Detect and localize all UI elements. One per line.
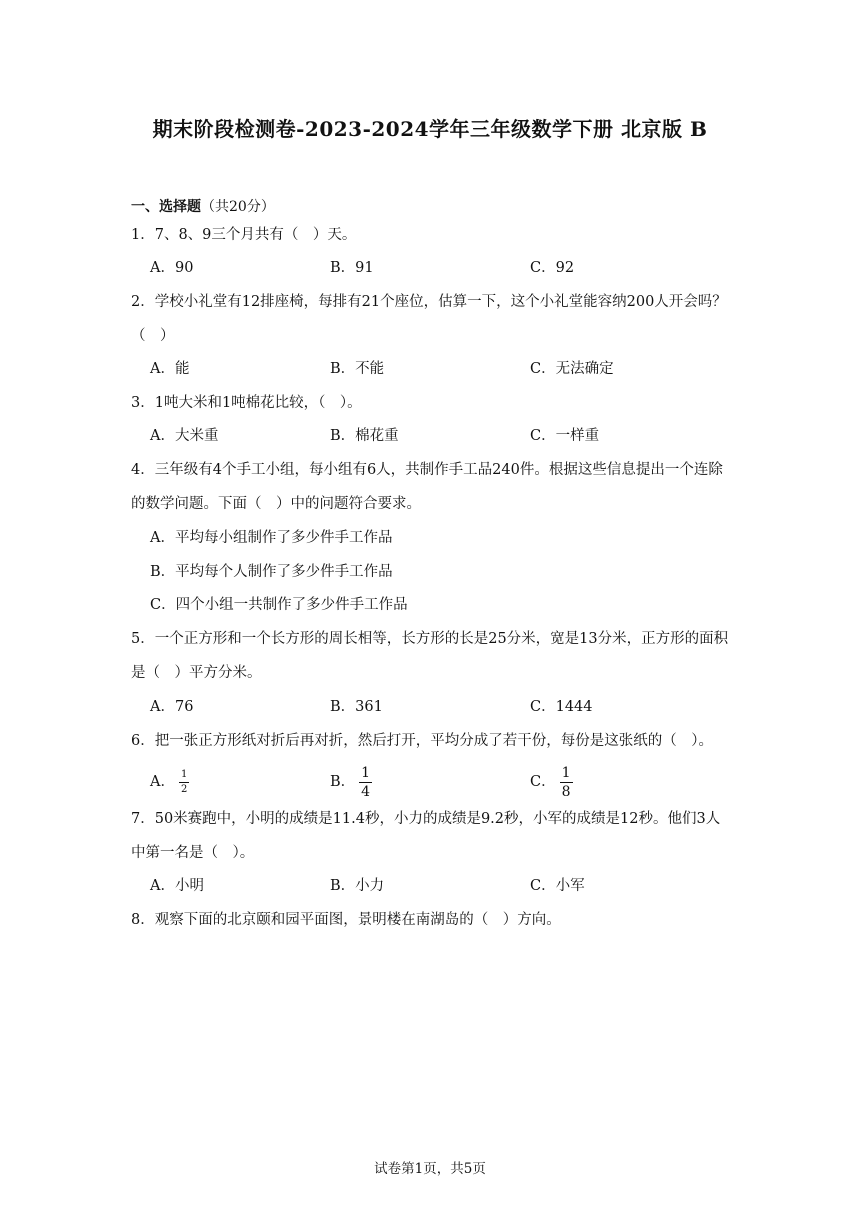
fraction [359, 766, 372, 799]
question-4-option-b: B．平均每个人制作了多少件手工作品 [150, 564, 393, 580]
fraction [560, 766, 573, 799]
question-6: 6．把一张正方形纸对折后再对折，然后打开，平均分成了若干份，每份是这张纸的（ ）。 [131, 733, 713, 749]
option-c: C．无法确定 [530, 361, 614, 377]
question-1: 1．7、8、9三个月共有（ ）天。 [131, 227, 357, 243]
section-heading [131, 196, 275, 216]
question-7: 7．50米赛跑中，小明的成绩是11.4秒，小力的成绩是9.2秒，小军的成绩是12秒。他们3人中第一名是（ ）。 [131, 811, 721, 861]
option-a: A．90 [150, 260, 194, 276]
question-1-options [150, 251, 750, 285]
question-5-options [150, 690, 750, 724]
option-c [530, 762, 573, 802]
question-2: 2．学校小礼堂有12排座椅，每排有21个座位，估算一下，这个小礼堂能容纳200人开会吗？（ ） [131, 294, 727, 344]
fraction-denominator: 4 [361, 783, 371, 800]
question-6-options [150, 762, 750, 802]
question-3-options [150, 419, 750, 453]
option-c: C．小军 [530, 878, 585, 894]
option-b: B．棉花重 [330, 428, 399, 444]
fraction-numerator: 1 [179, 770, 189, 783]
option-a: A．小明 [150, 878, 204, 894]
section-heading-points: （共20分） [201, 199, 275, 215]
question-7-options [150, 869, 750, 903]
option-b: B．361 [330, 699, 383, 715]
fraction-numerator: 1 [561, 764, 571, 781]
page-footer: 试卷第1页，共5页 [374, 1161, 486, 1177]
option-c: C．92 [530, 260, 575, 276]
fraction-numerator: 1 [361, 764, 371, 781]
fraction-denominator: 8 [561, 783, 571, 800]
option-b: B．小力 [330, 878, 385, 894]
option-c: C．1444 [530, 699, 593, 715]
option-label: A． [150, 774, 175, 790]
fraction-denominator: 2 [180, 783, 188, 795]
question-4-option-c: C．四个小组一共制作了多少件手工作品 [150, 597, 408, 613]
option-a: A．大米重 [150, 428, 219, 444]
option-label: C． [530, 774, 556, 790]
page-title: 期末阶段检测卷-2023-2024学年三年级数学下册 北京版 B [152, 117, 708, 141]
question-8: 8．观察下面的北京颐和园平面图，景明楼在南湖岛的（ ）方向。 [131, 912, 561, 928]
option-a [150, 762, 189, 802]
question-4-option-a: A．平均每小组制作了多少件手工作品 [150, 530, 393, 546]
question-2-options [150, 352, 750, 386]
question-3: 3．1吨大米和1吨棉花比较，（ ）。 [131, 395, 362, 411]
option-c: C．一样重 [530, 428, 600, 444]
option-b: B．91 [330, 260, 374, 276]
question-4: 4．三年级有4个手工小组，每小组有6人，共制作手工品240件。根据这些信息提出一个连除的数学问题。下面（ ）中的问题符合要求。 [131, 462, 723, 512]
option-b [330, 762, 372, 802]
option-b: B．不能 [330, 361, 385, 377]
option-a: A．能 [150, 361, 190, 377]
question-5: 5．一个正方形和一个长方形的周长相等，长方形的长是25分米，宽是13分米，正方形的面积是（ ）平方分米。 [131, 631, 729, 681]
option-label: B． [330, 774, 356, 790]
section-heading-label: 一、选择题 [131, 199, 201, 215]
fraction [179, 770, 189, 795]
option-a: A．76 [150, 699, 194, 715]
